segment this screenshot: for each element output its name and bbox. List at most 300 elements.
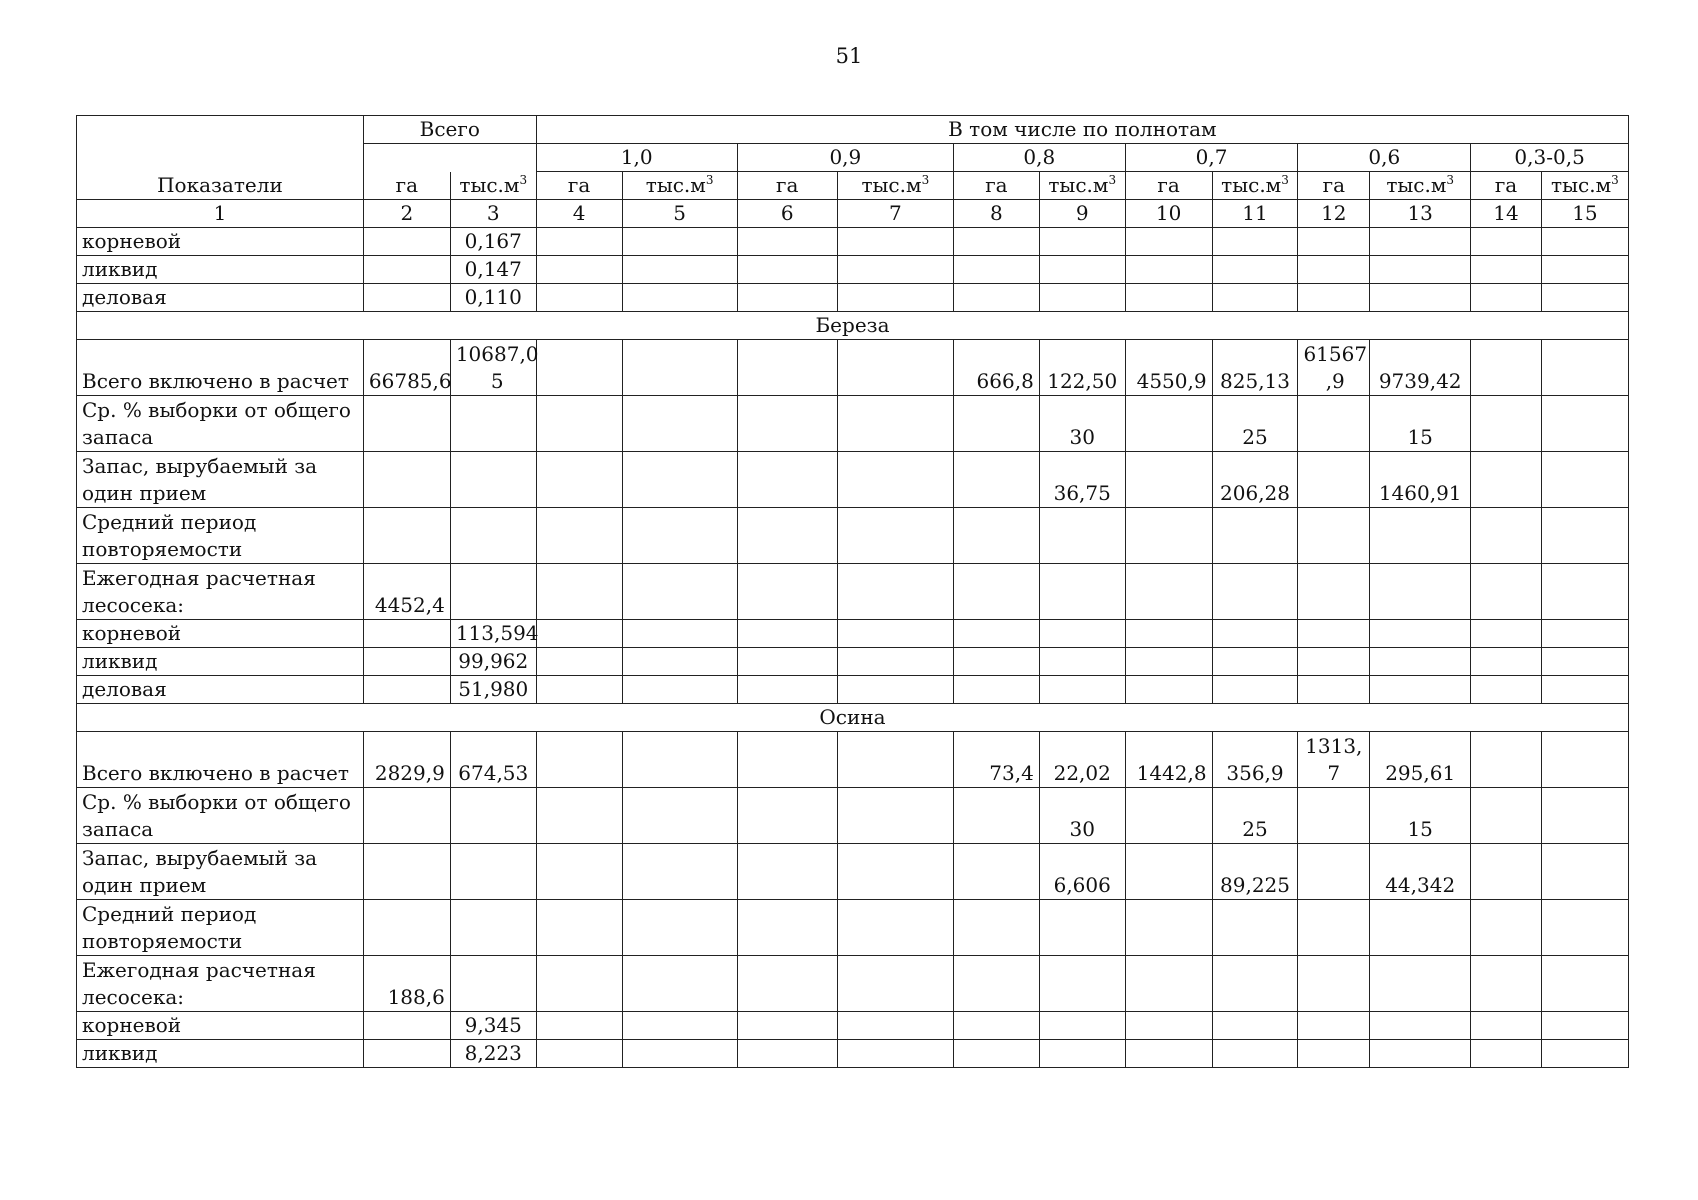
cell-col-9: 30: [1039, 396, 1125, 452]
table-row-annual: [77, 564, 1629, 620]
cell-col-11: [1212, 620, 1298, 648]
cell-col-9: 36,75: [1039, 452, 1125, 508]
cell-col-4: [536, 564, 622, 620]
cell-col-5: [622, 956, 737, 1012]
cell-col-15: [1541, 396, 1628, 452]
cell-col-7: [837, 732, 953, 788]
cell-col-6: [737, 676, 837, 704]
table-row-percent: [77, 788, 1629, 844]
cell-col-7: [837, 396, 953, 452]
cell-col-11: [1212, 676, 1298, 704]
table-row: [77, 1012, 1629, 1040]
header-density-5: 0,6: [1298, 144, 1471, 172]
cell-col-12: [1298, 508, 1370, 564]
cell-col-12: 1313, 7: [1298, 732, 1370, 788]
table-row: [77, 676, 1629, 704]
cell-col-11: [1212, 648, 1298, 676]
unit-volume: $тыс.м^3$: [622, 172, 737, 200]
column-number: 8: [953, 200, 1039, 228]
cell-col-2: [363, 1012, 450, 1040]
cell-col-8: [953, 900, 1039, 956]
cell-col-14: [1471, 732, 1542, 788]
cell-col-14: [1471, 284, 1542, 312]
column-number: 13: [1370, 200, 1471, 228]
cell-col-4: [536, 396, 622, 452]
cell-col-8: [953, 788, 1039, 844]
cell-col-10: 4550,9: [1125, 340, 1212, 396]
cell-col-12: [1298, 676, 1370, 704]
cell-col-7: [837, 844, 953, 900]
cell-col-12: [1298, 256, 1370, 284]
cell-col-14: [1471, 1040, 1542, 1068]
column-number: 4: [536, 200, 622, 228]
cell-col-3: 0,110: [450, 284, 536, 312]
row-label: Средний период повторяемости: [77, 900, 364, 956]
row-label: Средний период повторяемости: [77, 508, 364, 564]
cell-col-7: [837, 452, 953, 508]
cell-col-8: [953, 1040, 1039, 1068]
cell-col-14: [1471, 788, 1542, 844]
cell-col-13: [1370, 1012, 1471, 1040]
cell-col-4: [536, 900, 622, 956]
cell-col-11: 206,28: [1212, 452, 1298, 508]
cell-col-8: [953, 508, 1039, 564]
cell-col-15: [1541, 256, 1628, 284]
cell-col-15: [1541, 788, 1628, 844]
table-row: [77, 648, 1629, 676]
cell-col-8: [953, 564, 1039, 620]
header-total: Всего: [363, 116, 536, 144]
unit-ha: га: [953, 172, 1039, 200]
table-row-percent: [77, 396, 1629, 452]
cell-col-9: [1039, 620, 1125, 648]
cell-col-12: [1298, 564, 1370, 620]
row-label: ликвид: [77, 256, 364, 284]
cell-col-12: [1298, 620, 1370, 648]
cell-col-11: [1212, 900, 1298, 956]
row-label: ликвид: [77, 1040, 364, 1068]
cell-col-14: [1471, 1012, 1542, 1040]
cell-col-10: [1125, 676, 1212, 704]
cell-col-3: [450, 900, 536, 956]
cell-col-5: [622, 452, 737, 508]
header-column-numbers-row: [77, 200, 1629, 228]
cell-col-3: 113,594: [450, 620, 536, 648]
page-number: 51: [835, 44, 863, 68]
cell-col-13: [1370, 508, 1471, 564]
cell-col-15: [1541, 732, 1628, 788]
cell-col-6: [737, 564, 837, 620]
cell-col-7: [837, 648, 953, 676]
cell-col-3: [450, 956, 536, 1012]
cell-col-7: [837, 956, 953, 1012]
table-row-stock: [77, 452, 1629, 508]
column-number: 5: [622, 200, 737, 228]
header-density-6: 0,3-0,5: [1471, 144, 1629, 172]
column-number: 10: [1125, 200, 1212, 228]
cell-col-15: [1541, 676, 1628, 704]
cell-col-4: [536, 956, 622, 1012]
cell-col-13: [1370, 1040, 1471, 1068]
cell-col-5: [622, 564, 737, 620]
cell-col-7: [837, 508, 953, 564]
cell-col-14: [1471, 900, 1542, 956]
cell-col-12: [1298, 1040, 1370, 1068]
header-indicator: Показатели: [77, 116, 364, 200]
cell-col-13: [1370, 956, 1471, 1012]
cell-col-5: [622, 228, 737, 256]
cell-col-6: [737, 844, 837, 900]
cell-col-12: 61567 ,9: [1298, 340, 1370, 396]
header-density-2: 0,9: [737, 144, 953, 172]
row-label: Ср. % выборки от общего запаса: [77, 396, 364, 452]
table-row-annual: [77, 956, 1629, 1012]
cell-col-3: 99,962: [450, 648, 536, 676]
cell-col-13: 15: [1370, 396, 1471, 452]
cell-col-2: [363, 900, 450, 956]
cell-col-12: [1298, 1012, 1370, 1040]
cell-col-15: [1541, 620, 1628, 648]
row-label: Запас, вырубаемый за один прием: [77, 452, 364, 508]
cell-col-14: [1471, 620, 1542, 648]
cell-col-15: [1541, 284, 1628, 312]
cell-col-2: 66785,6: [363, 340, 450, 396]
row-label: корневой: [77, 620, 364, 648]
row-label: корневой: [77, 228, 364, 256]
cell-col-14: [1471, 256, 1542, 284]
forest-data-table: [76, 115, 1629, 1068]
unit-ha: га: [363, 172, 450, 200]
cell-col-2: 188,6: [363, 956, 450, 1012]
unit-volume: $тыс.м^3$: [1370, 172, 1471, 200]
unit-ha: га: [1125, 172, 1212, 200]
cell-col-10: [1125, 228, 1212, 256]
cell-col-9: [1039, 648, 1125, 676]
cell-col-9: [1039, 284, 1125, 312]
cell-col-4: [536, 1040, 622, 1068]
cell-col-5: [622, 732, 737, 788]
cell-col-5: [622, 508, 737, 564]
row-label: деловая: [77, 284, 364, 312]
cell-col-13: [1370, 676, 1471, 704]
unit-volume: $тыс.м^3$: [450, 172, 536, 200]
cell-col-10: [1125, 1040, 1212, 1068]
header-by-density: В том числе по полнотам: [536, 116, 1628, 144]
cell-col-2: [363, 1040, 450, 1068]
cell-col-7: [837, 676, 953, 704]
column-number: 7: [837, 200, 953, 228]
row-label: деловая: [77, 676, 364, 704]
cell-col-2: 4452,4: [363, 564, 450, 620]
cell-col-4: [536, 732, 622, 788]
column-number: 6: [737, 200, 837, 228]
cell-col-2: [363, 284, 450, 312]
unit-ha: га: [1298, 172, 1370, 200]
cell-col-12: [1298, 844, 1370, 900]
cell-col-10: [1125, 900, 1212, 956]
cell-col-4: [536, 788, 622, 844]
cell-col-15: [1541, 508, 1628, 564]
cell-col-11: [1212, 956, 1298, 1012]
cell-col-5: [622, 620, 737, 648]
cell-col-9: [1039, 956, 1125, 1012]
cell-col-10: [1125, 1012, 1212, 1040]
cell-col-4: [536, 620, 622, 648]
cell-col-5: [622, 844, 737, 900]
cell-col-13: [1370, 284, 1471, 312]
cell-col-2: [363, 228, 450, 256]
cell-col-15: [1541, 340, 1628, 396]
column-number: 1: [77, 200, 364, 228]
row-label: Ср. % выборки от общего запаса: [77, 788, 364, 844]
table-row-period: [77, 508, 1629, 564]
cell-col-10: [1125, 564, 1212, 620]
section-header-row: [77, 312, 1629, 340]
cell-col-5: [622, 788, 737, 844]
cell-col-13: [1370, 228, 1471, 256]
cell-col-12: [1298, 452, 1370, 508]
cell-col-2: [363, 396, 450, 452]
column-number: 3: [450, 200, 536, 228]
cell-col-8: 73,4: [953, 732, 1039, 788]
cell-col-5: [622, 648, 737, 676]
cell-col-13: [1370, 256, 1471, 284]
cell-col-11: 25: [1212, 396, 1298, 452]
cell-col-8: [953, 956, 1039, 1012]
cell-col-7: [837, 228, 953, 256]
column-number: 2: [363, 200, 450, 228]
cell-col-11: [1212, 228, 1298, 256]
cell-col-13: [1370, 564, 1471, 620]
cell-col-11: [1212, 564, 1298, 620]
row-label: Ежегодная расчетная лесосека:: [77, 956, 364, 1012]
cell-col-7: [837, 788, 953, 844]
cell-col-12: [1298, 396, 1370, 452]
unit-ha: га: [1471, 172, 1542, 200]
unit-volume: $тыс.м^3$: [837, 172, 953, 200]
cell-col-3: 8,223: [450, 1040, 536, 1068]
cell-col-8: [953, 396, 1039, 452]
cell-col-4: [536, 284, 622, 312]
cell-col-2: [363, 676, 450, 704]
cell-col-15: [1541, 956, 1628, 1012]
row-label: Запас, вырубаемый за один прием: [77, 844, 364, 900]
cell-col-9: [1039, 508, 1125, 564]
cell-col-2: [363, 452, 450, 508]
cell-col-7: [837, 340, 953, 396]
cell-col-11: 356,9: [1212, 732, 1298, 788]
cell-col-15: [1541, 228, 1628, 256]
cell-col-6: [737, 732, 837, 788]
cell-col-15: [1541, 1040, 1628, 1068]
cell-col-2: [363, 508, 450, 564]
cell-col-3: [450, 564, 536, 620]
cell-col-7: [837, 620, 953, 648]
cell-col-9: 22,02: [1039, 732, 1125, 788]
cell-col-11: [1212, 256, 1298, 284]
cell-col-12: [1298, 648, 1370, 676]
cell-col-10: 1442,8: [1125, 732, 1212, 788]
cell-col-4: [536, 648, 622, 676]
cell-col-13: 295,61: [1370, 732, 1471, 788]
unit-volume: $тыс.м^3$: [1212, 172, 1298, 200]
cell-col-9: [1039, 228, 1125, 256]
cell-col-4: [536, 452, 622, 508]
cell-col-10: [1125, 284, 1212, 312]
row-label: корневой: [77, 1012, 364, 1040]
cell-col-14: [1471, 228, 1542, 256]
cell-col-2: [363, 256, 450, 284]
cell-col-2: [363, 844, 450, 900]
row-label: ликвид: [77, 648, 364, 676]
unit-ha: га: [536, 172, 622, 200]
cell-col-3: 674,53: [450, 732, 536, 788]
cell-col-15: [1541, 1012, 1628, 1040]
cell-col-6: [737, 508, 837, 564]
cell-col-8: [953, 620, 1039, 648]
cell-col-5: [622, 676, 737, 704]
table-row-period: [77, 900, 1629, 956]
column-number: 12: [1298, 200, 1370, 228]
cell-col-11: [1212, 1012, 1298, 1040]
cell-col-4: [536, 676, 622, 704]
cell-col-3: 0,167: [450, 228, 536, 256]
cell-col-10: [1125, 452, 1212, 508]
cell-col-4: [536, 844, 622, 900]
cell-col-3: 51,980: [450, 676, 536, 704]
header-total-blank: [363, 144, 536, 172]
header-row-1: [77, 116, 1629, 144]
header-density-3: 0,8: [953, 144, 1125, 172]
cell-col-9: [1039, 564, 1125, 620]
row-label: Всего включено в расчет: [77, 732, 364, 788]
cell-col-8: [953, 452, 1039, 508]
section-title: Осина: [77, 704, 1629, 732]
cell-col-15: [1541, 564, 1628, 620]
column-number: 9: [1039, 200, 1125, 228]
cell-col-6: [737, 900, 837, 956]
cell-col-8: [953, 284, 1039, 312]
cell-col-5: [622, 900, 737, 956]
cell-col-6: [737, 284, 837, 312]
cell-col-6: [737, 956, 837, 1012]
section-title: Береза: [77, 312, 1629, 340]
cell-col-8: 666,8: [953, 340, 1039, 396]
cell-col-15: [1541, 844, 1628, 900]
cell-col-5: [622, 284, 737, 312]
cell-col-2: [363, 620, 450, 648]
cell-col-10: [1125, 788, 1212, 844]
cell-col-6: [737, 1040, 837, 1068]
cell-col-7: [837, 256, 953, 284]
cell-col-15: [1541, 452, 1628, 508]
cell-col-7: [837, 564, 953, 620]
cell-col-14: [1471, 844, 1542, 900]
cell-col-10: [1125, 648, 1212, 676]
cell-col-12: [1298, 788, 1370, 844]
cell-col-5: [622, 1040, 737, 1068]
table-row: [77, 256, 1629, 284]
cell-col-13: [1370, 620, 1471, 648]
cell-col-3: 10687,0 5: [450, 340, 536, 396]
row-label: Ежегодная расчетная лесосека:: [77, 564, 364, 620]
table-row-total: [77, 340, 1629, 396]
cell-col-11: 825,13: [1212, 340, 1298, 396]
table-row-stock: [77, 844, 1629, 900]
cell-col-8: [953, 676, 1039, 704]
unit-volume: $тыс.м^3$: [1039, 172, 1125, 200]
cell-col-10: [1125, 956, 1212, 1012]
cell-col-3: [450, 508, 536, 564]
table-row: [77, 284, 1629, 312]
cell-col-9: [1039, 1012, 1125, 1040]
cell-col-11: 89,225: [1212, 844, 1298, 900]
cell-col-11: 25: [1212, 788, 1298, 844]
cell-col-13: 1460,91: [1370, 452, 1471, 508]
cell-col-9: 30: [1039, 788, 1125, 844]
cell-col-14: [1471, 452, 1542, 508]
cell-col-9: [1039, 900, 1125, 956]
cell-col-10: [1125, 844, 1212, 900]
unit-volume: $тыс.м^3$: [1541, 172, 1628, 200]
cell-col-7: [837, 284, 953, 312]
cell-col-3: 0,147: [450, 256, 536, 284]
cell-col-8: [953, 648, 1039, 676]
cell-col-13: [1370, 648, 1471, 676]
cell-col-4: [536, 256, 622, 284]
cell-col-8: [953, 844, 1039, 900]
cell-col-12: [1298, 956, 1370, 1012]
cell-col-10: [1125, 620, 1212, 648]
cell-col-2: [363, 648, 450, 676]
cell-col-6: [737, 396, 837, 452]
cell-col-14: [1471, 676, 1542, 704]
cell-col-8: [953, 256, 1039, 284]
cell-col-10: [1125, 396, 1212, 452]
cell-col-15: [1541, 648, 1628, 676]
cell-col-11: [1212, 1040, 1298, 1068]
cell-col-14: [1471, 396, 1542, 452]
cell-col-6: [737, 256, 837, 284]
cell-col-9: [1039, 1040, 1125, 1068]
cell-col-7: [837, 1040, 953, 1068]
cell-col-11: [1212, 284, 1298, 312]
cell-col-7: [837, 1012, 953, 1040]
cell-col-6: [737, 340, 837, 396]
row-label: Всего включено в расчет: [77, 340, 364, 396]
table-row-total: [77, 732, 1629, 788]
cell-col-6: [737, 648, 837, 676]
cell-col-14: [1471, 648, 1542, 676]
cell-col-6: [737, 1012, 837, 1040]
cell-col-2: 2829,9: [363, 732, 450, 788]
cell-col-10: [1125, 256, 1212, 284]
cell-col-14: [1471, 956, 1542, 1012]
header-density-1: 1,0: [536, 144, 737, 172]
table-row: [77, 620, 1629, 648]
cell-col-4: [536, 508, 622, 564]
cell-col-13: 15: [1370, 788, 1471, 844]
cell-col-9: [1039, 256, 1125, 284]
cell-col-12: [1298, 284, 1370, 312]
cell-col-3: [450, 396, 536, 452]
cell-col-8: [953, 228, 1039, 256]
table-row: [77, 228, 1629, 256]
column-number: 15: [1541, 200, 1628, 228]
cell-col-12: [1298, 228, 1370, 256]
cell-col-13: [1370, 900, 1471, 956]
cell-col-4: [536, 1012, 622, 1040]
